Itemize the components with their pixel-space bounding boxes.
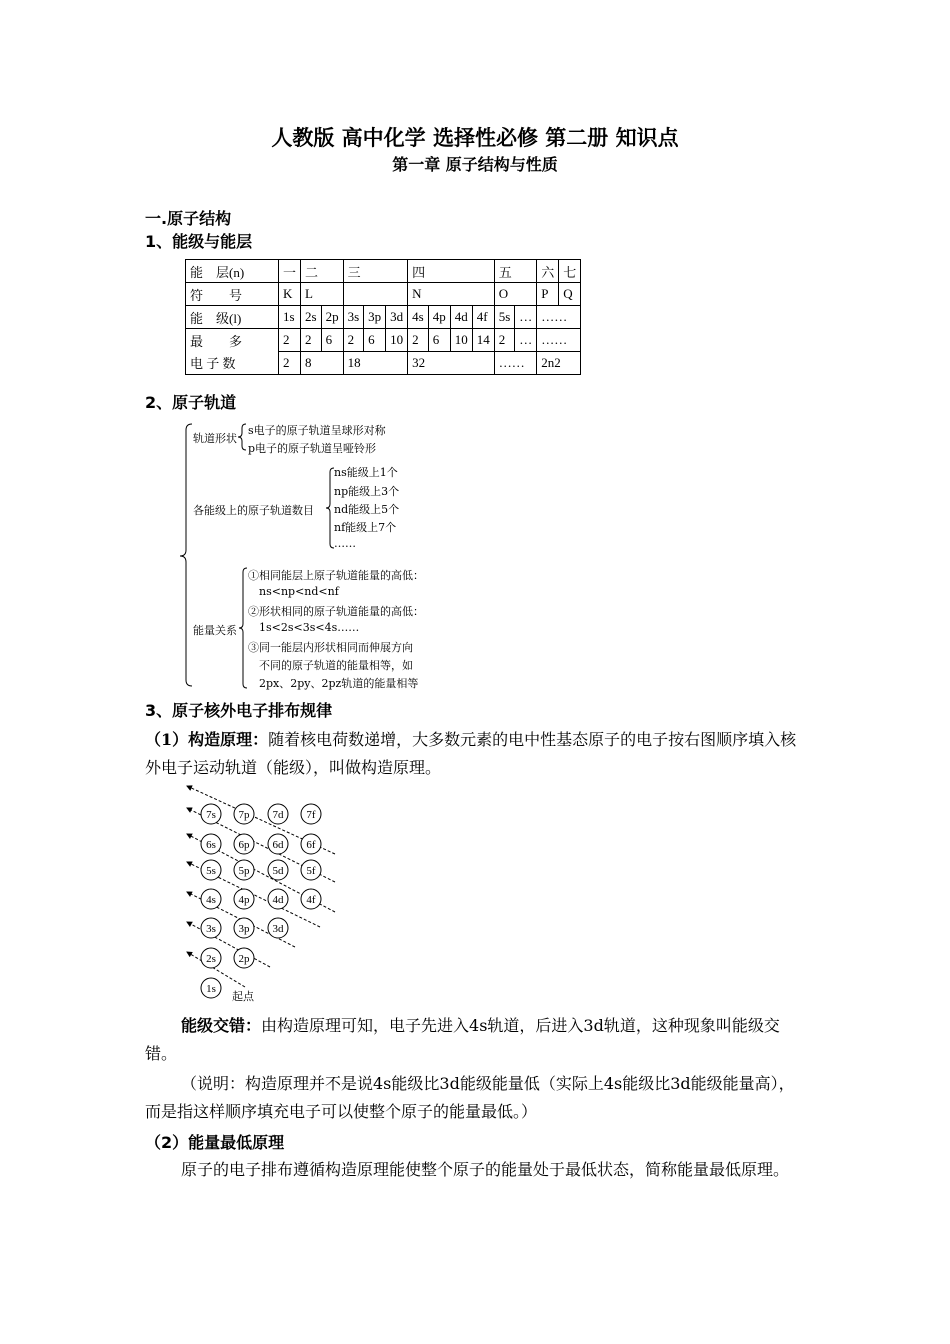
level-cell: …… bbox=[537, 306, 581, 329]
lowest-energy-paragraph: 原子的电子排布遵循构造原理能使整个原子的能量处于最低状态，简称能量最低原理。 bbox=[181, 1160, 790, 1179]
page-title: 人教版 高中化学 选择性必修 第二册 知识点 bbox=[271, 126, 679, 150]
layer-cell: 二 bbox=[301, 260, 344, 283]
count-item: nd能级上5个 bbox=[334, 503, 400, 516]
subsection-heading-levels: 1、能级与能层 bbox=[145, 232, 253, 251]
table-row bbox=[186, 306, 581, 329]
level-electron-cell: 2 bbox=[279, 329, 301, 352]
orbital-label: 7p bbox=[238, 809, 250, 821]
shape-label: 轨道形状 bbox=[193, 432, 237, 445]
orbital-label: 6d bbox=[272, 839, 284, 851]
energy-label: 能量关系 bbox=[193, 624, 237, 637]
level-cell: 3s bbox=[343, 306, 364, 329]
level-electron-cell: 2 bbox=[343, 329, 364, 352]
level-cell: 2s bbox=[301, 306, 322, 329]
orbital-label: 5s bbox=[206, 865, 216, 877]
count-label: 各能级上的原子轨道数目 bbox=[193, 504, 314, 517]
layer-cell: 一 bbox=[279, 260, 301, 283]
count-item: nf能级上7个 bbox=[334, 521, 397, 534]
orbital-label: 7s bbox=[206, 809, 216, 821]
level-electron-cell: …… bbox=[537, 329, 581, 352]
level-cell: 2p bbox=[321, 306, 343, 329]
shape-p: p电子的原子轨道呈哑铃形 bbox=[248, 442, 377, 455]
row-label-max: 最 多 bbox=[186, 329, 279, 352]
count-item: np能级上3个 bbox=[334, 485, 400, 498]
shape-s: s电子的原子轨道呈球形对称 bbox=[248, 424, 386, 437]
level-cell: 4f bbox=[472, 306, 494, 329]
layer-cell: 四 bbox=[408, 260, 495, 283]
fill-arrow bbox=[187, 922, 270, 967]
level-electron-cell: … bbox=[515, 329, 537, 352]
orbital-label: 7f bbox=[306, 809, 316, 821]
crossover-text: 由构造原理可知，电子先进入4s轨道，后进入3d轨道，这种现象叫能级交错。 bbox=[145, 1016, 780, 1063]
orbital-label: 5d bbox=[272, 865, 284, 877]
level-electron-cell: 10 bbox=[386, 329, 408, 352]
level-cell: 3p bbox=[364, 306, 386, 329]
level-electron-cell: 6 bbox=[364, 329, 386, 352]
count-item: ns能级上1个 bbox=[334, 466, 398, 479]
energy-item: ③同一能层内形状相同而伸展方向 bbox=[248, 641, 413, 654]
aufbau-heading: （1）构造原理： bbox=[145, 730, 269, 749]
energy-level-table bbox=[185, 259, 581, 375]
layer-cell: 五 bbox=[494, 260, 537, 283]
orbital-label: 7d bbox=[272, 809, 284, 821]
count-item: …… bbox=[334, 537, 356, 550]
section-heading: 一.原子结构 bbox=[145, 209, 232, 228]
row-label-level: 能 级(l) bbox=[186, 306, 279, 329]
orbital-label: 6s bbox=[206, 839, 216, 851]
level-cell: 5s bbox=[494, 306, 515, 329]
level-electron-cell: 2 bbox=[408, 329, 429, 352]
level-electron-cell: 2 bbox=[494, 329, 515, 352]
symbol-cell: P bbox=[537, 283, 559, 306]
layer-electron-cell: 2n2 bbox=[537, 352, 581, 375]
level-electron-cell: 6 bbox=[428, 329, 450, 352]
symbol-cell bbox=[343, 283, 408, 306]
energy-item: 1s<2s<3s<4s…… bbox=[259, 621, 360, 634]
aufbau-paragraph bbox=[145, 726, 810, 782]
row-label-electrons: 电 子 数 bbox=[186, 352, 279, 375]
energy-item: ns<np<nd<nf bbox=[259, 585, 339, 598]
orbital-label: 3d bbox=[272, 923, 284, 935]
orbital-label: 5f bbox=[306, 865, 316, 877]
orbital-label: 1s bbox=[206, 983, 216, 995]
orbital-label: 4p bbox=[238, 894, 250, 906]
energy-item: 不同的原子轨道的能量相等，如 bbox=[259, 659, 413, 672]
start-label: 起点 bbox=[232, 991, 254, 1003]
orbital-label: 4f bbox=[306, 894, 316, 906]
chapter-title: 第一章 原子结构与性质 bbox=[392, 155, 558, 174]
orbital-label: 6f bbox=[306, 839, 316, 851]
crossover-paragraph bbox=[145, 1012, 810, 1068]
table-row bbox=[186, 352, 581, 375]
symbol-cell: L bbox=[301, 283, 344, 306]
level-cell: … bbox=[515, 306, 537, 329]
symbol-cell: K bbox=[279, 283, 301, 306]
subsection-heading-rules: 3、原子核外电子排布规律 bbox=[145, 701, 333, 720]
row-label-layer: 能 层(n) bbox=[186, 260, 279, 283]
layer-electron-cell: 32 bbox=[408, 352, 495, 375]
orbital-label: 4d bbox=[272, 894, 284, 906]
energy-item: ②形状相同的原子轨道能量的高低： bbox=[248, 605, 424, 618]
orbital-label: 4s bbox=[206, 894, 216, 906]
level-cell: 4s bbox=[408, 306, 429, 329]
level-electron-cell: 6 bbox=[321, 329, 343, 352]
symbol-cell: N bbox=[408, 283, 495, 306]
symbol-cell: Q bbox=[559, 283, 581, 306]
layer-electron-cell: …… bbox=[494, 352, 537, 375]
aufbau-diagram bbox=[175, 782, 350, 1004]
table-row bbox=[186, 260, 581, 283]
orbital-label: 2s bbox=[206, 953, 216, 965]
layer-electron-cell: 8 bbox=[301, 352, 344, 375]
orbital-label: 6p bbox=[238, 839, 250, 851]
level-electron-cell: 10 bbox=[450, 329, 472, 352]
subsection-heading-orbitals: 2、原子轨道 bbox=[145, 393, 237, 412]
note-paragraph: （说明：构造原理并不是说4s能级比3d能级能量低（实际上4s能级比3d能级能量高），而是指这样顺序填充电子可以使整个原子的能量最低。） bbox=[145, 1074, 795, 1121]
level-electron-cell: 14 bbox=[472, 329, 494, 352]
layer-cell: 六 bbox=[537, 260, 559, 283]
level-cell: 4d bbox=[450, 306, 472, 329]
layer-cell: 三 bbox=[343, 260, 408, 283]
level-cell: 1s bbox=[279, 306, 301, 329]
level-cell: 4p bbox=[428, 306, 450, 329]
layer-electron-cell: 2 bbox=[279, 352, 301, 375]
table-row bbox=[186, 283, 581, 306]
level-cell: 3d bbox=[386, 306, 408, 329]
energy-item: ①相同能层上原子轨道能量的高低： bbox=[248, 569, 424, 582]
level-electron-cell: 2 bbox=[301, 329, 322, 352]
layer-electron-cell: 18 bbox=[343, 352, 408, 375]
orbital-label: 3s bbox=[206, 923, 216, 935]
orbital-label: 5p bbox=[238, 865, 250, 877]
orbital-label: 2p bbox=[238, 953, 250, 965]
orbital-label: 3p bbox=[238, 923, 250, 935]
aufbau-text: 随着核电荷数递增，大多数元素的电中性基态原子的电子按右图顺序填入核外电子运动轨道（能级），叫做构造原理。 bbox=[145, 730, 797, 777]
layer-cell: 七 bbox=[559, 260, 581, 283]
symbol-cell: O bbox=[494, 283, 537, 306]
crossover-heading: 能级交错： bbox=[181, 1016, 262, 1035]
energy-item: 2px、2py、2pz轨道的能量相等 bbox=[259, 677, 419, 690]
row-label-symbol: 符 号 bbox=[186, 283, 279, 306]
table-row bbox=[186, 329, 581, 352]
lowest-energy-heading: （2）能量最低原理 bbox=[145, 1133, 285, 1152]
